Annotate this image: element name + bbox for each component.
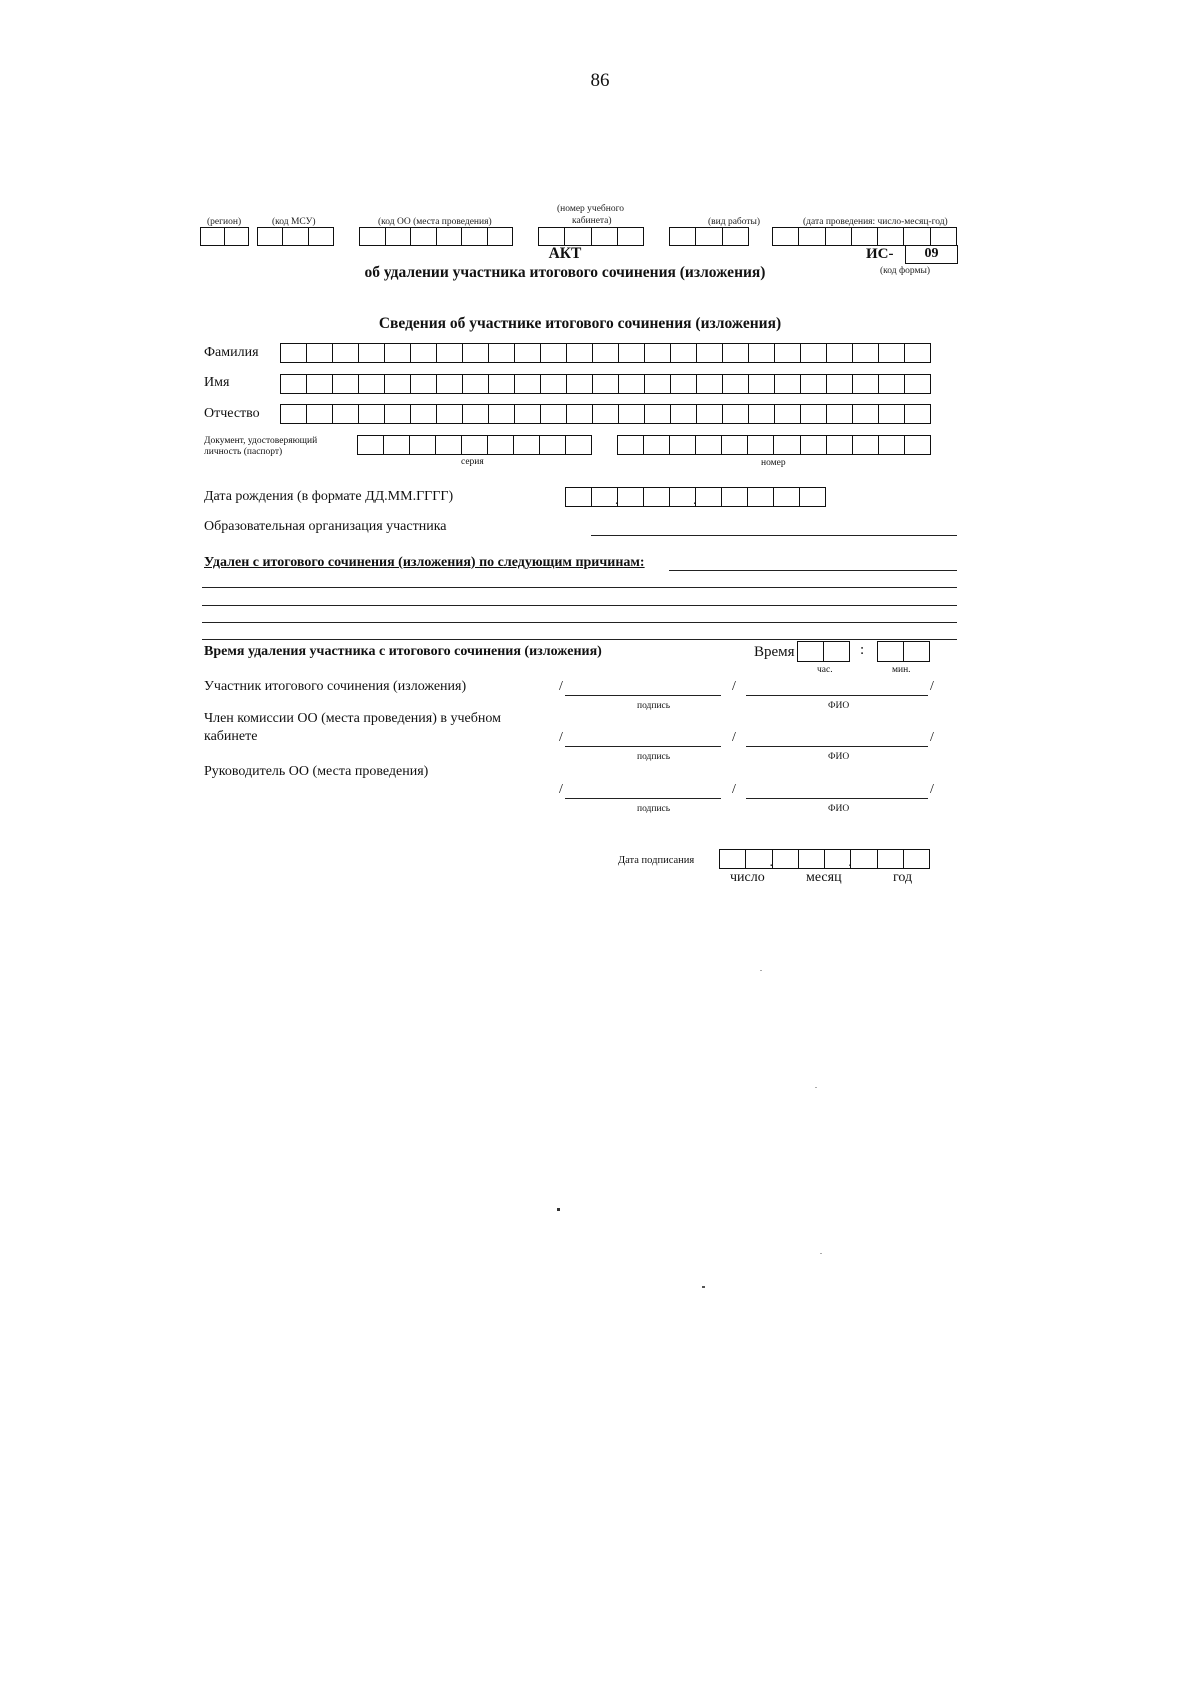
slash: / <box>930 679 934 694</box>
patronymic-label: Отчество <box>204 406 260 421</box>
slash: / <box>732 730 736 745</box>
exam-date-cells[interactable] <box>772 227 957 246</box>
removal-reasons-heading: Удален с итогового сочинения (изложения) по следующим причинам: <box>204 555 645 570</box>
slash: / <box>930 730 934 745</box>
fio-caption: ФИО <box>828 701 850 711</box>
day-caption: число <box>730 870 765 885</box>
minutes-caption: мин. <box>892 665 911 675</box>
fio-caption: ФИО <box>828 804 850 814</box>
removal-time-heading: Время удаления участника с итогового сочинения (изложения) <box>204 644 602 659</box>
form-code-box: 09 <box>905 245 958 264</box>
signing-date-cells[interactable]: . . <box>719 849 930 869</box>
hours-cells[interactable] <box>797 641 850 662</box>
scan-speck <box>557 1208 560 1211</box>
form-code-prefix: ИС- <box>866 246 894 262</box>
patronymic-cells[interactable] <box>280 404 931 424</box>
time-separator: : <box>860 642 865 658</box>
participant-signature-line[interactable] <box>565 695 721 696</box>
member-signature-line[interactable] <box>565 746 721 747</box>
oo-caption: (код ОО (места проведения) <box>378 217 492 227</box>
reason-line-4[interactable] <box>202 639 957 640</box>
number-caption: номер <box>761 458 786 468</box>
slash: / <box>559 679 563 694</box>
scan-speck <box>815 1087 817 1088</box>
scan-speck <box>760 970 762 971</box>
passport-number-cells[interactable] <box>617 435 931 455</box>
member-fio-line[interactable] <box>746 746 928 747</box>
region-caption: (регион) <box>207 217 242 227</box>
room-number-cells[interactable] <box>538 227 644 246</box>
organization-line[interactable] <box>591 535 957 536</box>
participant-signer-label: Участник итогового сочинения (изложения) <box>204 679 467 694</box>
msu-caption: (код МСУ) <box>272 217 316 227</box>
signature-caption: подпись <box>637 701 671 711</box>
organization-label: Образовательная организация участника <box>204 519 447 534</box>
reason-line-1[interactable] <box>202 587 957 588</box>
act-title: АКТ <box>548 245 582 262</box>
participant-section-title: Сведения об участнике итогового сочинения (изложения) <box>378 315 782 332</box>
reason-line-0[interactable] <box>669 570 957 571</box>
hours-caption: час. <box>817 665 833 675</box>
commission-member-label-line2: кабинете <box>204 729 258 744</box>
series-caption: серия <box>461 457 484 467</box>
slash: / <box>930 782 934 797</box>
reason-line-3[interactable] <box>202 622 957 623</box>
head-label: Руководитель ОО (места проведения) <box>204 764 429 779</box>
slash: / <box>732 782 736 797</box>
oo-code-cells[interactable] <box>359 227 513 246</box>
name-cells[interactable] <box>280 374 931 394</box>
participant-fio-line[interactable] <box>746 695 928 696</box>
date-caption: (дата проведения: число-месяц-год) <box>803 217 948 227</box>
work-type-cells[interactable] <box>669 227 749 246</box>
head-fio-line[interactable] <box>746 798 928 799</box>
birth-date-cells[interactable]: . . <box>565 487 826 507</box>
scan-speck <box>820 1253 822 1254</box>
month-caption: месяц <box>806 870 842 885</box>
surname-label: Фамилия <box>204 345 259 360</box>
work-type-caption: (вид работы) <box>708 217 761 227</box>
time-label: Время <box>754 644 795 660</box>
passport-series-cells[interactable] <box>357 435 592 455</box>
page-number: 86 <box>590 70 610 91</box>
signing-date-label: Дата подписания <box>618 855 695 866</box>
head-signature-line[interactable] <box>565 798 721 799</box>
slash: / <box>559 730 563 745</box>
document-label-line1: Документ, удостоверяющий <box>204 436 318 446</box>
name-label: Имя <box>204 375 230 390</box>
year-caption: год <box>893 870 913 885</box>
scan-speck <box>702 1286 705 1288</box>
signature-caption: подпись <box>637 804 671 814</box>
act-subtitle: об удалении участника итогового сочинения (изложения) <box>364 264 766 281</box>
birth-date-label: Дата рождения (в формате ДД.ММ.ГГГГ) <box>204 489 454 504</box>
form-code-caption: (код формы) <box>880 266 931 276</box>
signature-caption: подпись <box>637 752 671 762</box>
slash: / <box>732 679 736 694</box>
reason-line-2[interactable] <box>202 605 957 606</box>
room-caption-line1: (номер учебного <box>557 204 624 214</box>
commission-member-label-line1: Член комиссии ОО (места проведения) в учебном <box>204 711 501 726</box>
minutes-cells[interactable] <box>877 641 930 662</box>
slash: / <box>559 782 563 797</box>
room-caption-line2: кабинета) <box>572 216 612 226</box>
fio-caption: ФИО <box>828 752 850 762</box>
msu-cells[interactable] <box>257 227 334 246</box>
document-label-line2: личность (паспорт) <box>204 447 283 457</box>
surname-cells[interactable] <box>280 343 931 363</box>
region-cells[interactable] <box>200 227 249 246</box>
